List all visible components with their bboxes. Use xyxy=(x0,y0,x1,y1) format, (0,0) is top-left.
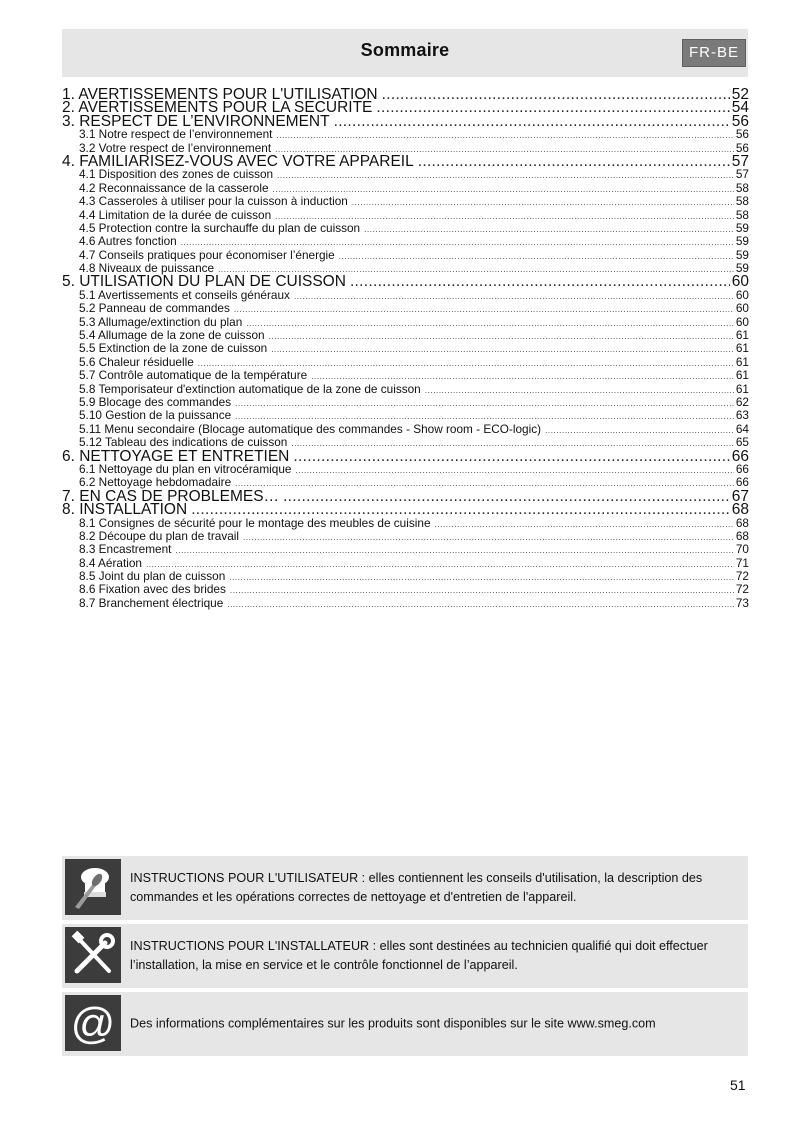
toc-page-number: 66 xyxy=(735,461,749,476)
toc-page-number: 60 xyxy=(735,287,749,302)
toc-section[interactable] xyxy=(62,195,749,208)
toc-leader-dots xyxy=(229,571,734,584)
toc-section[interactable] xyxy=(62,128,749,141)
toc-page-number: 54 xyxy=(731,99,749,117)
toc-entry-title: 5.12 Tableau des indications de cuisson xyxy=(79,435,288,450)
toc-page-number: 72 xyxy=(735,569,749,584)
toc-entry-title: 4.1 Disposition des zones de cuisson xyxy=(79,167,274,182)
toc-page-number: 70 xyxy=(735,542,749,557)
toc-entry-title: 8.3 Encastrement xyxy=(79,542,172,557)
info-box-website xyxy=(62,992,748,1056)
toc-entry-title: 4.3 Casseroles à utiliser pour la cuisson à induction xyxy=(79,194,348,209)
toc-leader-dots xyxy=(235,397,734,410)
toc-page-number: 56 xyxy=(731,112,749,130)
toc-entry-title: 5.8 Temporisateur d'extinction automatique de la zone de cuisson xyxy=(79,381,421,396)
toc-page-number: 52 xyxy=(731,86,749,103)
toc-leader-dots xyxy=(230,584,734,597)
toc-page-number: 56 xyxy=(735,127,749,142)
toc-page-number: 61 xyxy=(735,368,749,383)
toc-leader-dots xyxy=(271,343,734,356)
toc-section[interactable] xyxy=(62,570,749,583)
toc-leader-dots xyxy=(435,518,734,531)
toc-page-number: 67 xyxy=(731,487,749,505)
toc-entry-title: 5.7 Contrôle automatique de la température xyxy=(79,368,308,383)
toc-chapter[interactable] xyxy=(62,152,749,170)
toc-leader-dots xyxy=(350,275,730,288)
toc-leader-dots xyxy=(227,598,734,611)
toc-entry-title: 8.1 Consignes de sécurité pour le montage des meubles de cuisine xyxy=(79,515,431,530)
toc-page-number: 68 xyxy=(731,501,749,519)
toc-leader-dots xyxy=(235,477,734,490)
toc-entry-title: 4.8 Niveaux de puissance xyxy=(79,261,215,276)
toc-page-number: 59 xyxy=(735,234,749,249)
toc-leader-dots xyxy=(234,303,734,316)
toc-page-number: 66 xyxy=(731,447,749,465)
info-box-installer xyxy=(62,924,748,988)
toc-leader-dots xyxy=(146,558,734,571)
toc-leader-dots xyxy=(243,531,734,544)
toc-entry-title: 5.10 Gestion de la puissance xyxy=(79,408,232,423)
toc-section[interactable] xyxy=(62,517,749,530)
toc-section[interactable] xyxy=(62,356,749,369)
toc-entry-title: 8.6 Fixation avec des brides xyxy=(79,582,226,597)
toc-leader-dots xyxy=(425,384,734,397)
toc-leader-dots xyxy=(293,450,729,463)
toc-chapter[interactable] xyxy=(62,501,749,519)
svg-text:@: @ xyxy=(70,999,116,1048)
toc-leader-dots xyxy=(175,544,733,557)
toc-page-number: 59 xyxy=(735,261,749,276)
toc-leader-dots xyxy=(339,250,734,263)
toc-section[interactable] xyxy=(62,463,749,476)
toc-page-number: 72 xyxy=(735,582,749,597)
toc-page-number: 58 xyxy=(735,207,749,222)
toc-page-number: 73 xyxy=(735,595,749,610)
toc-entry-title: 7. EN CAS DE PROBLEMES… xyxy=(62,487,280,505)
toc-page-number: 68 xyxy=(735,528,749,543)
toc-page-number: 56 xyxy=(735,140,749,155)
toc-entry-title: 3. RESPECT DE L’ENVIRONNEMENT xyxy=(62,112,330,130)
toc-entry-title: 5.1 Avertissements et conseils généraux xyxy=(79,287,290,302)
toc-page-number: 60 xyxy=(735,301,749,316)
toc-page-number: 59 xyxy=(735,247,749,262)
toc-section[interactable] xyxy=(62,289,749,302)
toc-leader-dots xyxy=(291,437,734,450)
toc-page-number: 65 xyxy=(735,435,749,450)
toc-entry-title: 8.7 Branchement électrique xyxy=(79,595,224,610)
toc-entry-title: 8.5 Joint du plan de cuisson xyxy=(79,569,226,584)
toc-entry-title: 1. AVERTISSEMENTS POUR L'UTILISATION xyxy=(62,86,378,103)
header-bar xyxy=(62,29,748,77)
installer-instructions-text: INSTRUCTIONS POUR L'INSTALLATEUR : elles sont destinées au technicien qualifié qui doit effectuer l’installation, la mise en service et le contrôle fonctionnel de l’appareil. xyxy=(130,939,708,972)
toc-page-number: 58 xyxy=(735,194,749,209)
toc-page-number: 61 xyxy=(735,341,749,356)
toc-page-number: 60 xyxy=(735,314,749,329)
toc-page-number: 68 xyxy=(735,515,749,530)
toc-leader-dots xyxy=(269,330,734,343)
toc-section[interactable] xyxy=(62,583,749,596)
toc-entry-title: 4.5 Protection contre la surchauffe du plan de cuisson xyxy=(79,220,361,235)
chef-hat-icon xyxy=(65,859,121,915)
toc-leader-dots xyxy=(246,317,734,330)
toc-entry-title: 8. INSTALLATION xyxy=(62,501,188,519)
toc-leader-dots xyxy=(295,464,733,477)
page-number: 51 xyxy=(730,1077,746,1093)
toc-section[interactable] xyxy=(62,369,749,382)
toc-section[interactable] xyxy=(62,182,749,195)
toc-section[interactable] xyxy=(62,530,749,543)
toc-leader-dots xyxy=(191,503,730,516)
toc-entry-title: 4. FAMILIARISEZ-VOUS AVEC VOTRE APPAREIL xyxy=(62,152,414,170)
toc-section[interactable] xyxy=(62,329,749,342)
toc-section[interactable] xyxy=(62,342,749,355)
toc-leader-dots xyxy=(352,196,734,209)
toc-leader-dots xyxy=(277,169,734,182)
toc-section[interactable] xyxy=(62,209,749,222)
toc-entry-title: 6.2 Nettoyage hebdomadaire xyxy=(79,475,232,490)
toc-section[interactable] xyxy=(62,222,749,235)
website-info-text: Des informations complémentaires sur les produits sont disponibles sur le site www.smeg.com xyxy=(130,1016,656,1031)
toc-page-number: 58 xyxy=(735,180,749,195)
toc-section[interactable] xyxy=(62,235,749,248)
toc-entry-title: 5.11 Menu secondaire (Blocage automatique des commandes - Show room - ECO-logic) xyxy=(79,421,542,436)
toc-section[interactable] xyxy=(62,302,749,315)
toc-entry-title: 2. AVERTISSEMENTS POUR LA SECURITE xyxy=(62,99,373,117)
toc-entry-title: 5.6 Chaleur résiduelle xyxy=(79,354,194,369)
toc-leader-dots xyxy=(276,129,733,142)
toc-chapter[interactable] xyxy=(62,447,749,465)
table-of-contents xyxy=(62,88,749,610)
toc-leader-dots xyxy=(334,115,730,128)
user-instructions-text: INSTRUCTIONS POUR L'UTILISATEUR : elles contiennent les conseils d'utilisation, la description des commandes et les opérations correctes de nettoyage et d'entretien de l'appareil. xyxy=(130,871,703,904)
toc-entry-title: 4.7 Conseils pratiques pour économiser l’énergie xyxy=(79,247,335,262)
toc-entry-title: 5. UTILISATION DU PLAN DE CUISSON xyxy=(62,273,346,291)
toc-section[interactable] xyxy=(62,557,749,570)
toc-page-number: 71 xyxy=(735,555,749,570)
toc-entry-title: 5.9 Blocage des commandes xyxy=(79,394,232,409)
toc-page-number: 63 xyxy=(735,408,749,423)
toc-page-number: 61 xyxy=(735,328,749,343)
toc-leader-dots xyxy=(545,424,734,437)
toc-entry-title: 5.2 Panneau de commandes xyxy=(79,301,230,316)
toc-page-number: 61 xyxy=(735,354,749,369)
toc-leader-dots xyxy=(364,223,734,236)
language-badge: FR-BE xyxy=(682,39,746,67)
toc-page-number: 60 xyxy=(731,273,749,291)
toc-section[interactable] xyxy=(62,396,749,409)
toc-section[interactable] xyxy=(62,383,749,396)
toc-entry-title: 3.2 Votre respect de l’environnement xyxy=(79,140,272,155)
toc-entry-title: 4.2 Reconnaissance de la casserole xyxy=(79,180,269,195)
toc-section[interactable] xyxy=(62,249,749,262)
toc-section[interactable] xyxy=(62,543,749,556)
toc-leader-dots xyxy=(294,290,734,303)
toc-entry-title: 6.1 Nettoyage du plan en vitrocéramique xyxy=(79,461,292,476)
toc-page-number: 57 xyxy=(731,152,749,170)
toc-section[interactable] xyxy=(62,597,749,610)
toc-leader-dots xyxy=(382,88,730,101)
toc-entry-title: 8.4 Aération xyxy=(79,555,142,570)
toc-entry-title: 5.3 Allumage/extinction du plan xyxy=(79,314,243,329)
tools-icon xyxy=(65,927,121,983)
toc-entry-title: 8.2 Découpe du plan de travail xyxy=(79,528,240,543)
toc-entry-title: 4.4 Limitation de la durée de cuisson xyxy=(79,207,272,222)
toc-leader-dots xyxy=(283,490,730,503)
toc-page-number: 66 xyxy=(735,475,749,490)
at-sign-icon xyxy=(65,995,121,1051)
toc-chapter[interactable] xyxy=(62,112,749,130)
toc-chapter[interactable] xyxy=(62,273,749,291)
toc-page-number: 59 xyxy=(735,220,749,235)
toc-entry-title: 3.1 Notre respect de l’environnement xyxy=(79,127,273,142)
toc-page-number: 62 xyxy=(735,394,749,409)
toc-section[interactable] xyxy=(62,409,749,422)
toc-leader-dots xyxy=(418,155,730,168)
toc-section[interactable] xyxy=(62,316,749,329)
toc-entry-title: 6. NETTOYAGE ET ENTRETIEN xyxy=(62,447,290,465)
toc-page-number: 57 xyxy=(735,167,749,182)
toc-entry-title: 5.5 Extinction de la zone de cuisson xyxy=(79,341,268,356)
toc-section[interactable] xyxy=(62,423,749,436)
toc-page-number: 64 xyxy=(735,421,749,436)
toc-entry-title: 4.6 Autres fonction xyxy=(79,234,177,249)
toc-section[interactable] xyxy=(62,168,749,181)
info-box-user xyxy=(62,856,748,920)
toc-page-number: 61 xyxy=(735,381,749,396)
page-title: Sommaire xyxy=(360,40,450,60)
toc-entry-title: 5.4 Allumage de la zone de cuisson xyxy=(79,328,265,343)
toc-leader-dots xyxy=(376,101,729,114)
